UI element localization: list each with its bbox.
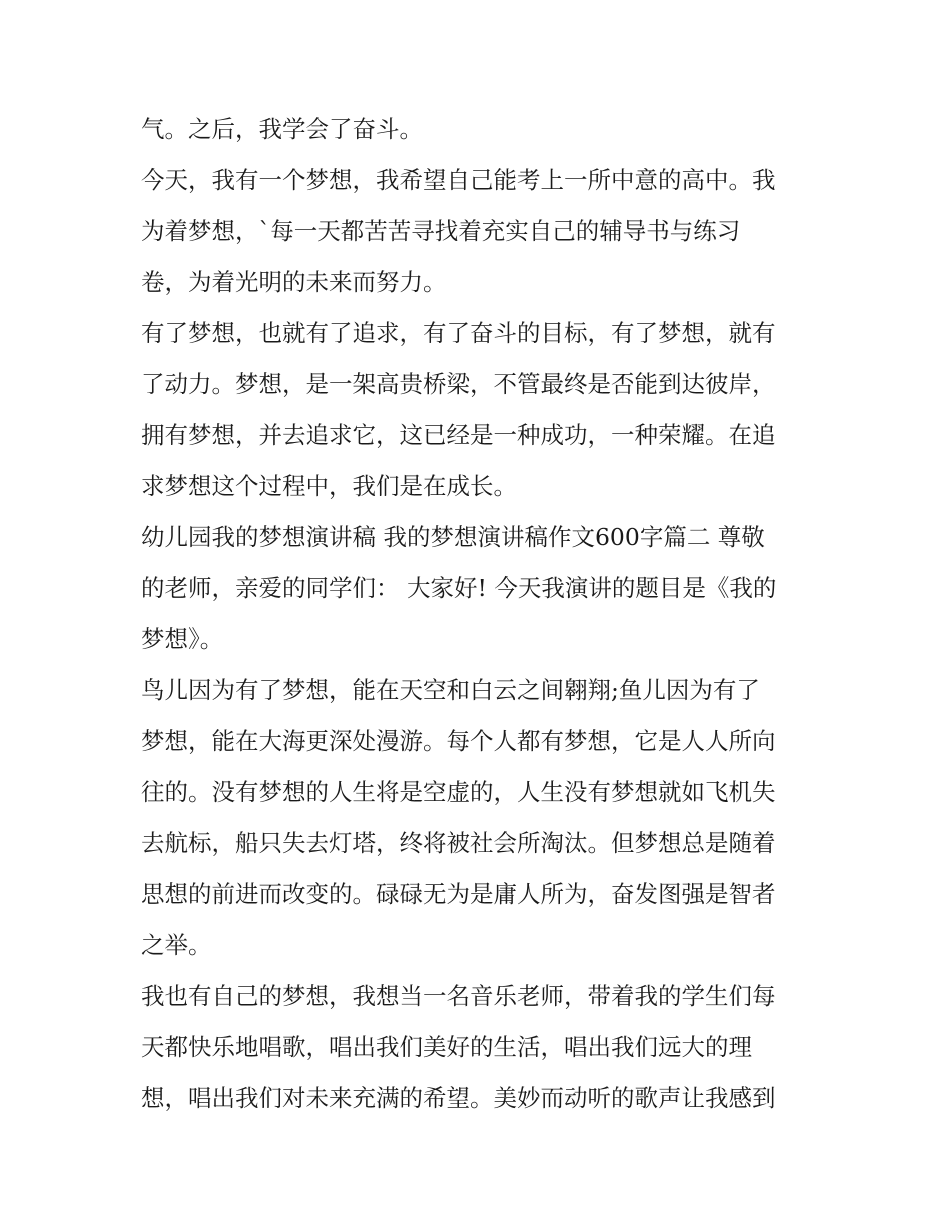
- text-line: 想，唱出我们对未来充满的希望。美妙而动听的歌声让我感到: [141, 1084, 776, 1112]
- text-line: 鸟儿因为有了梦想，能在天空和白云之间翱翔;鱼儿因为有了: [141, 676, 760, 704]
- text-line: 的老师，亲爱的同学们： 大家好! 今天我演讲的题目是《我的: [141, 574, 777, 602]
- text-line: 为着梦想，`每一天都苦苦寻找着充实自己的辅导书与练习: [141, 217, 741, 245]
- text-line: 今天，我有一个梦想，我希望自己能考上一所中意的高中。我: [141, 166, 776, 194]
- text-line: 梦想，能在大海更深处漫游。每个人都有梦想，它是人人所向: [141, 727, 776, 755]
- text-line: 我也有自己的梦想，我想当一名音乐老师，带着我的学生们每: [141, 982, 776, 1010]
- text-line: 天都快乐地唱歌，唱出我们美好的生活，唱出我们远大的理: [141, 1033, 752, 1061]
- text-line: 去航标，船只失去灯塔，终将被社会所淘汰。但梦想总是随着: [141, 829, 776, 857]
- text-line: 梦想》。: [141, 625, 224, 653]
- text-line: 气。之后，我学会了奋斗。: [141, 115, 423, 143]
- document-body: [141, 108, 821, 1128]
- text-line: 求梦想这个过程中，我们是在成长。: [141, 472, 517, 500]
- text-line: 有了梦想，也就有了追求，有了奋斗的目标，有了梦想，就有: [141, 319, 776, 347]
- text-line: 往的。没有梦想的人生将是空虚的，人生没有梦想就如飞机失: [141, 778, 776, 806]
- text-line: 卷，为着光明的未来而努力。: [141, 268, 447, 296]
- text-line: 拥有梦想，并去追求它，这已经是一种成功，一种荣耀。在追: [141, 421, 776, 449]
- text-line: 思想的前进而改变的。碌碌无为是庸人所为，奋发图强是智者: [141, 880, 776, 908]
- text-line: 之举。: [141, 931, 212, 959]
- text-line: 了动力。梦想，是一架高贵桥梁，不管最终是否能到达彼岸，: [141, 370, 776, 398]
- text-line: 幼儿园我的梦想演讲稿 我的梦想演讲稿作文600字篇二 尊敬: [141, 523, 765, 551]
